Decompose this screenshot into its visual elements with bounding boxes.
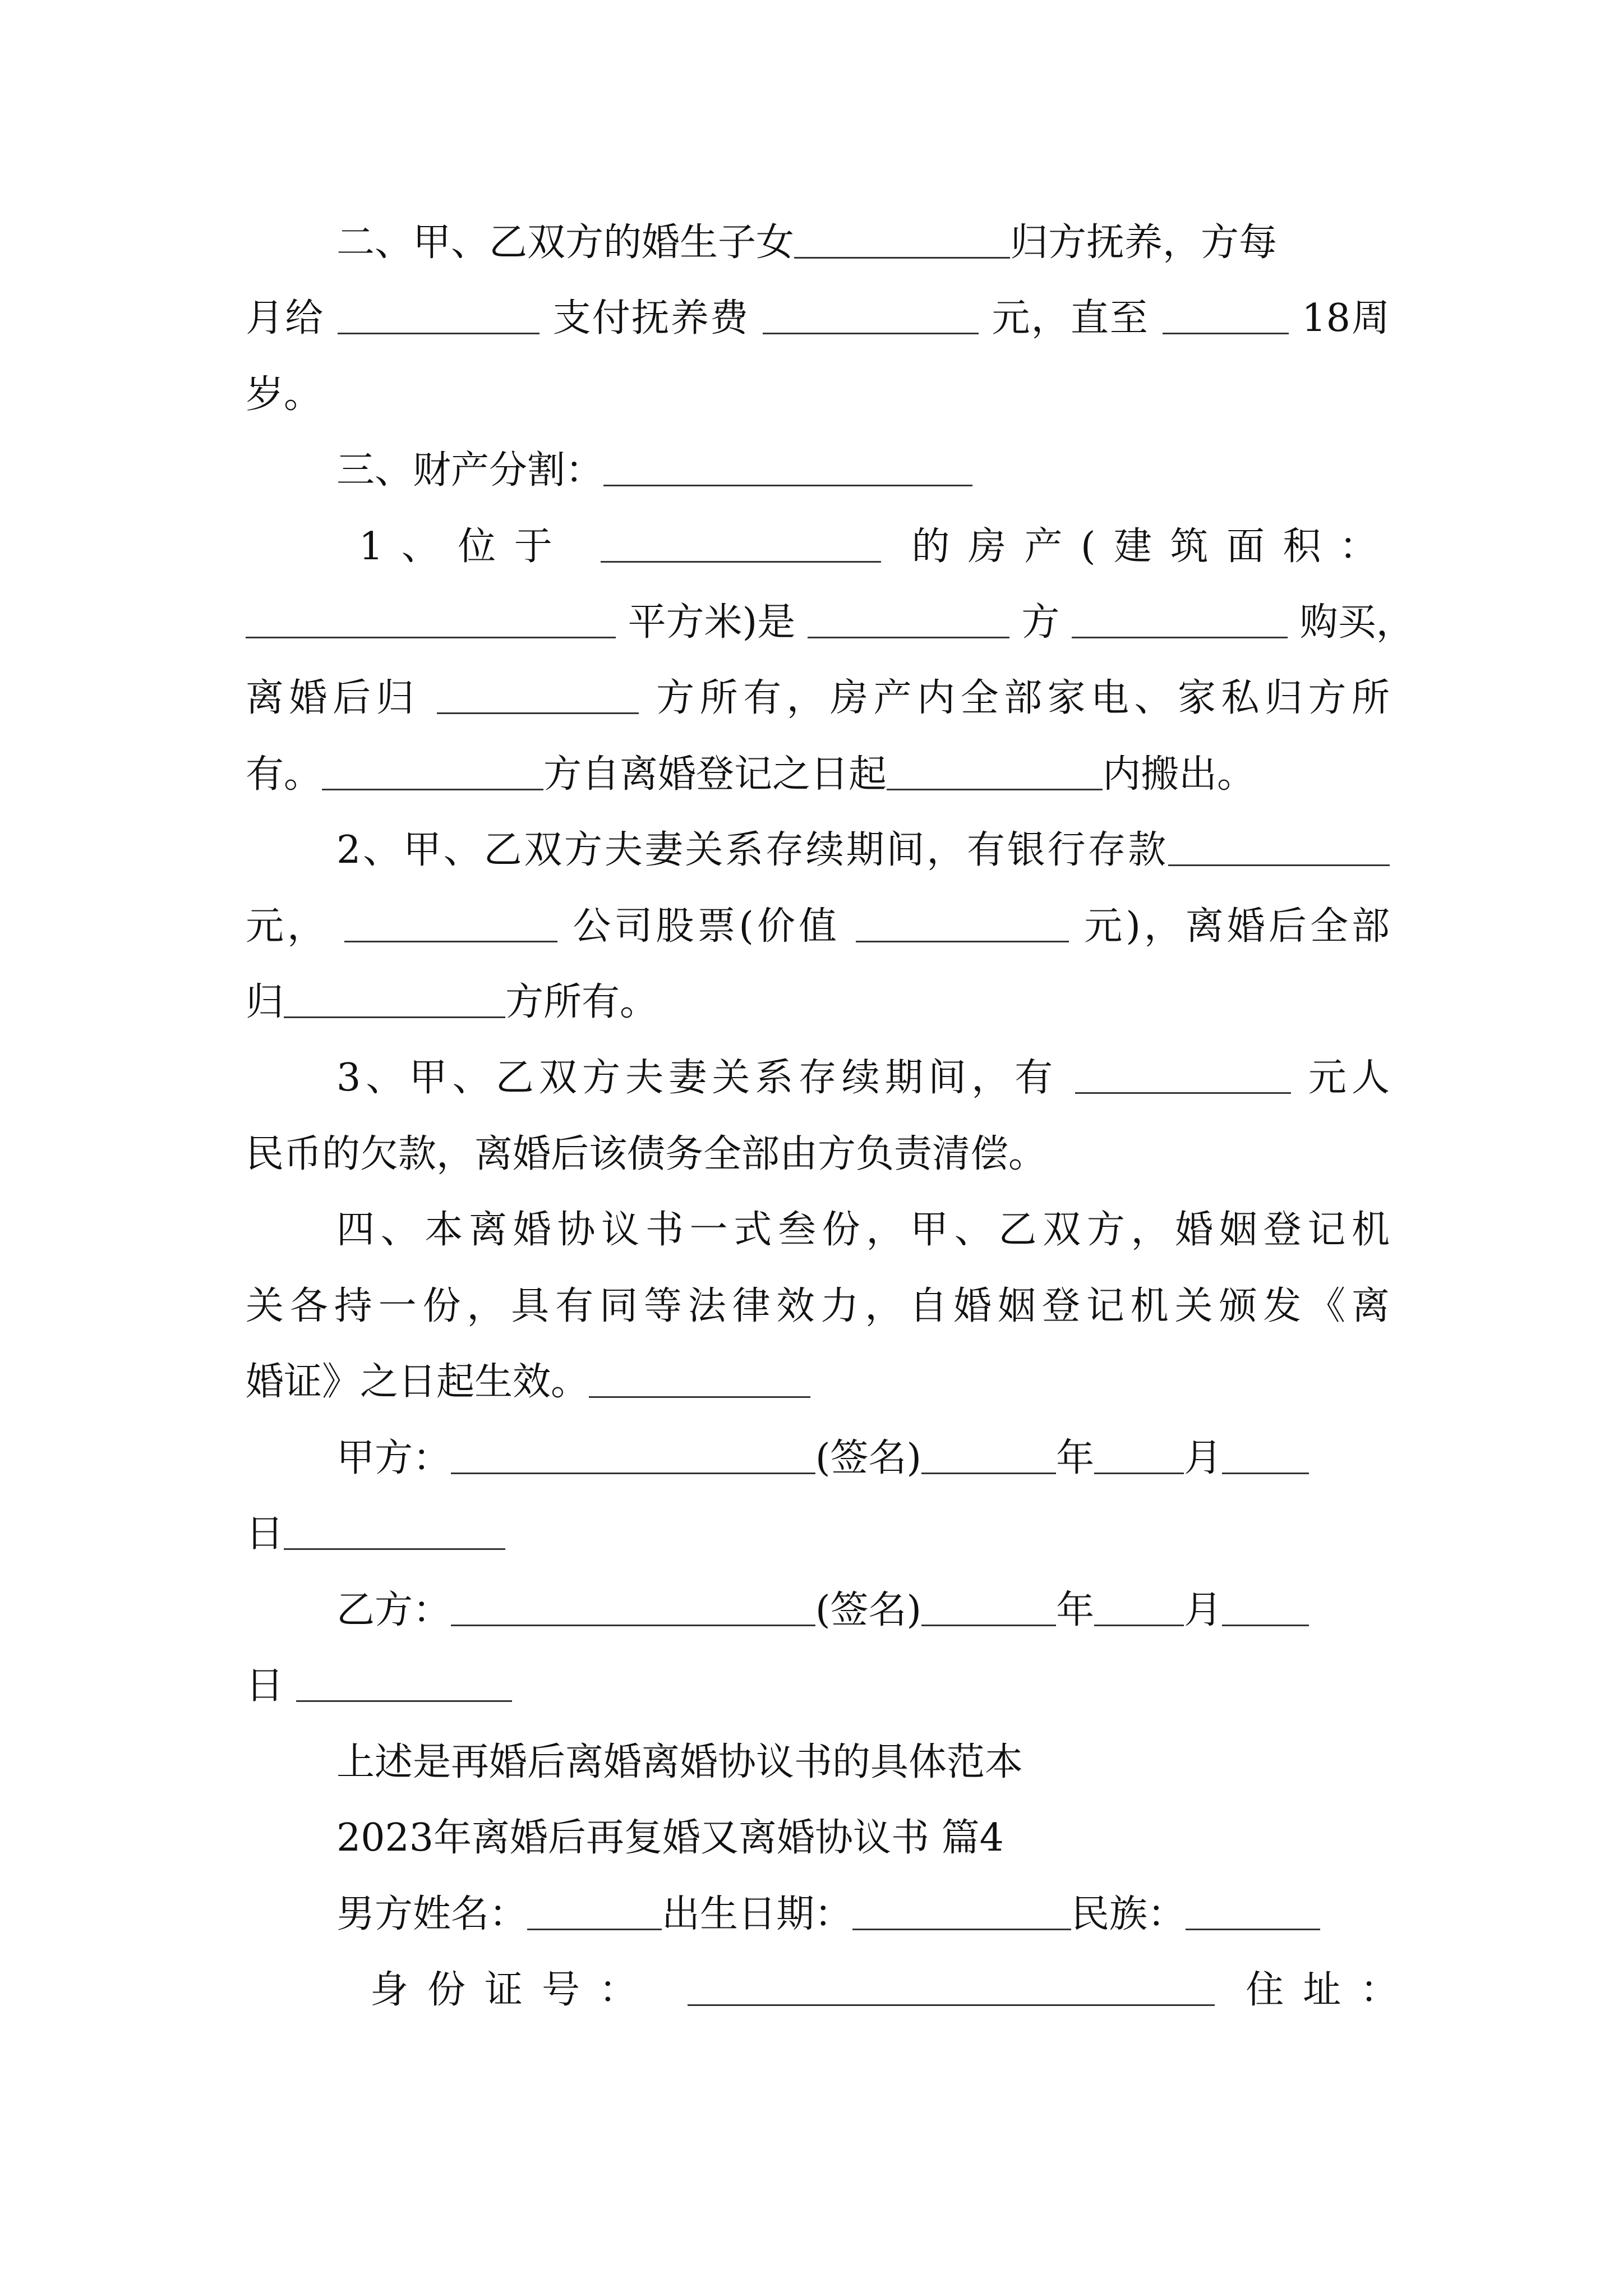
blank-field — [763, 293, 979, 334]
house-area-line: 平方米)是 方 购买， — [246, 592, 1390, 654]
stock-line: 元， 公司股票(价值 元)，离婚后全部 — [246, 896, 1390, 958]
blank-field — [688, 1965, 1215, 2006]
house-location-line: 1、位于 的房产(建筑面积： — [359, 516, 1390, 578]
blank-field — [284, 1509, 505, 1550]
blank-field — [246, 597, 616, 638]
paragraph-text: 婚证》之日起生效。 — [246, 1351, 1390, 1413]
party-a-day-line: 日 — [246, 1503, 1390, 1565]
paragraph-text: 民币的欠款，离婚后该债务全部由方负责清偿。 — [246, 1132, 1047, 1176]
summary-text: 上述是再婚后离婚离婚协议书的具体范本 — [336, 1740, 1023, 1784]
party-b-signature-line: 乙方： (签名) 年 月 — [336, 1580, 1390, 1641]
blank-field — [1094, 1585, 1184, 1626]
blank-field — [1072, 597, 1288, 638]
blank-field — [887, 749, 1103, 790]
paragraph-text: 关各持一份，具有同等法律效力，自婚姻登记机关颁发《离 — [246, 1284, 1390, 1328]
child-custody-line: 二、甲、乙双方的婚生子女 归方抚养，方每 — [336, 212, 1390, 274]
blank-field — [603, 445, 972, 486]
id-address-line: 身份证号： 住址： — [370, 1959, 1390, 2021]
property-division-heading: 三、财产分割： — [336, 440, 1390, 501]
section-heading: 2023年离婚后再复婚又离婚协议书 篇4 — [336, 1816, 1004, 1860]
blank-field — [852, 1889, 1071, 1930]
blank-field — [1186, 1889, 1320, 1930]
blank-field — [284, 977, 505, 1018]
blank-field — [322, 749, 543, 790]
blank-field — [1168, 825, 1390, 866]
paragraph-text: 岁。 — [246, 372, 322, 417]
blank-field — [527, 1889, 662, 1930]
blank-field — [1075, 1053, 1291, 1094]
blank-field — [344, 901, 557, 942]
paragraph-text: 四、本离婚协议书一式叁份，甲、乙双方，婚姻登记机 — [336, 1208, 1390, 1252]
blank-field — [921, 1585, 1056, 1626]
male-info-line: 男方姓名： 出生日期： 民族： — [336, 1884, 1390, 1945]
blank-field — [451, 1433, 815, 1474]
blank-field — [856, 901, 1069, 942]
blank-field — [1222, 1585, 1309, 1626]
move-out-line: 有。 方自离婚登记之日起 内搬出。 — [246, 744, 1390, 806]
blank-field — [296, 1661, 512, 1702]
blank-field — [794, 218, 1010, 259]
blank-field — [1222, 1433, 1309, 1474]
blank-field — [437, 673, 639, 714]
debt-line: 3、甲、乙双方夫妻关系存续期间，有 元人 — [336, 1047, 1390, 1109]
blank-field — [589, 1357, 810, 1398]
blank-field — [1094, 1433, 1184, 1474]
house-owner-line: 离婚后归 方所有，房产内全部家电、家私归方所 — [246, 668, 1390, 729]
blank-field — [921, 1433, 1056, 1474]
blank-field — [451, 1585, 815, 1626]
blank-field — [808, 597, 1009, 638]
party-a-signature-line: 甲方： (签名) 年 月 — [336, 1428, 1390, 1489]
blank-field — [338, 293, 540, 334]
child-support-line: 月给 支付抚养费 元，直至 18周 — [246, 288, 1390, 349]
paragraph-text: 归 方所有。 — [246, 972, 1390, 1033]
blank-field — [601, 522, 881, 563]
blank-field — [1163, 293, 1289, 334]
party-b-day-line: 日 — [246, 1655, 1390, 1717]
bank-deposit-line: 2、甲、乙双方夫妻关系存续期间，有银行存款 — [336, 820, 1390, 881]
